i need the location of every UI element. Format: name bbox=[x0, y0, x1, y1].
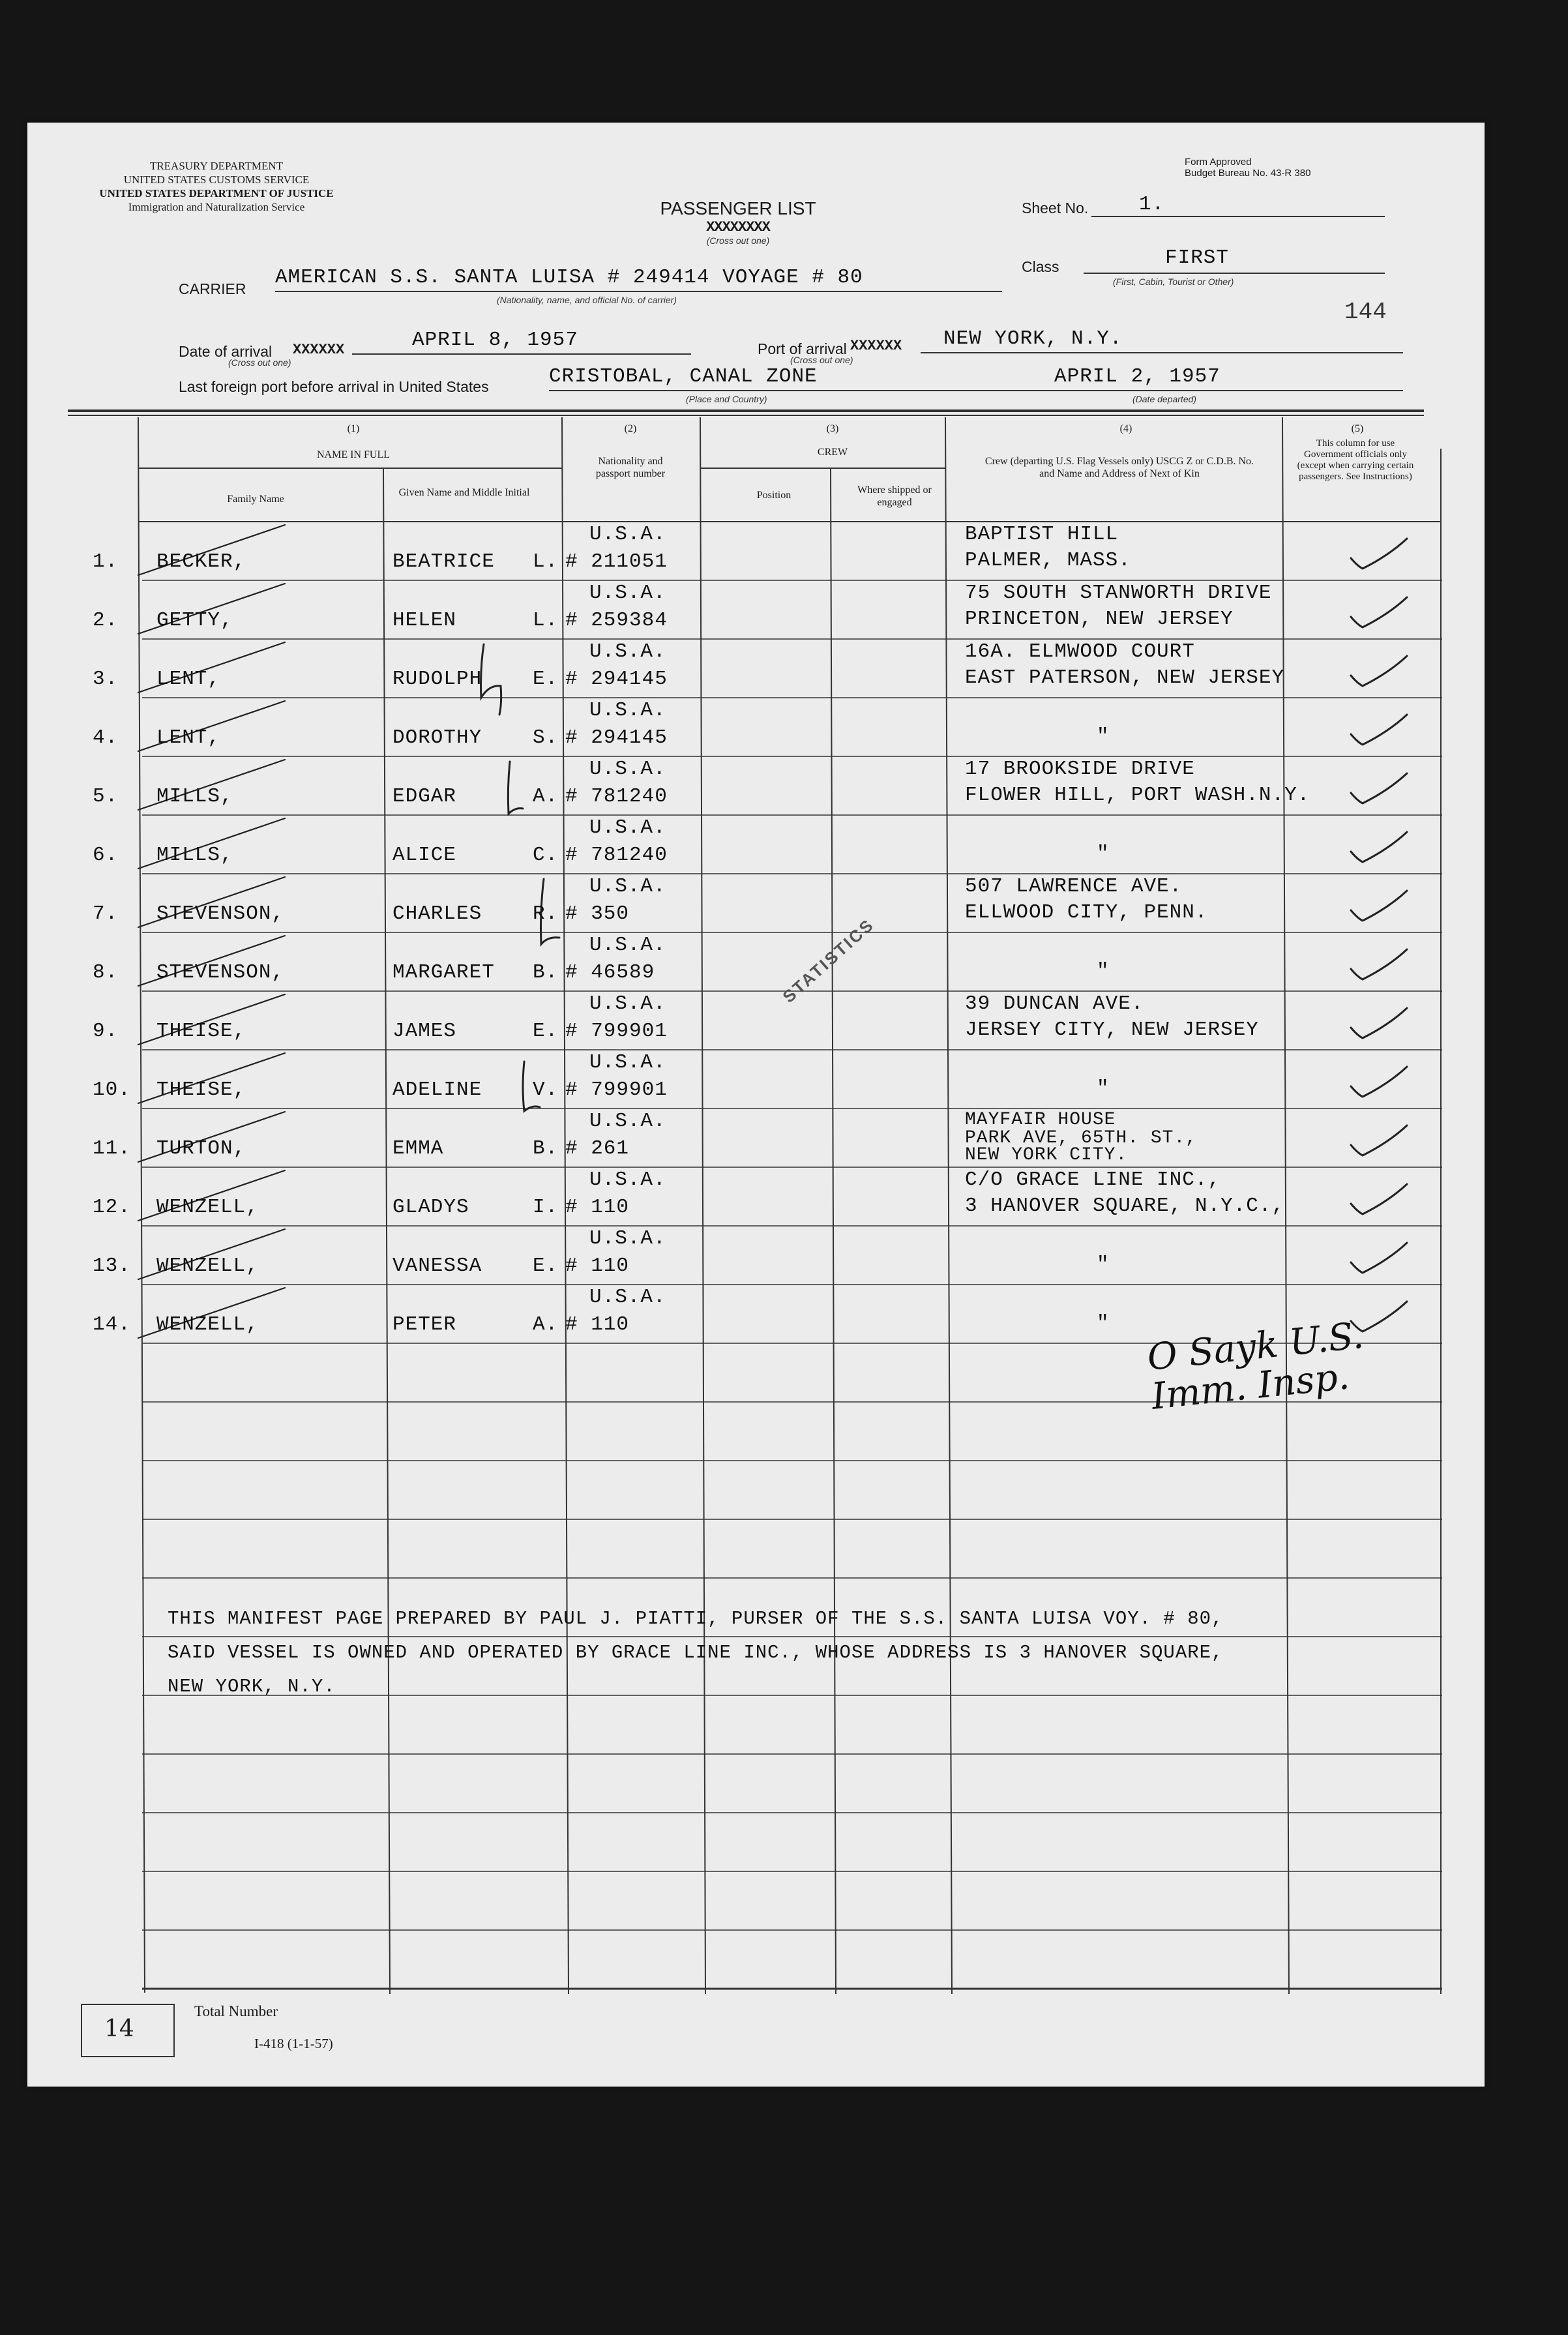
last-port-note: (Place and Country) bbox=[686, 394, 767, 404]
row-number: 3. bbox=[93, 668, 119, 691]
arrival-date-value: APRIL 8, 1957 bbox=[412, 329, 578, 351]
agency-line-2: UNITED STATES CUSTOMS SERVICE bbox=[123, 173, 310, 186]
middle-initial: S. bbox=[533, 726, 559, 749]
middle-initial: B. bbox=[533, 1137, 559, 1160]
middle-initial: E. bbox=[533, 668, 559, 691]
form-title-struck: XXXXXXXX bbox=[706, 219, 770, 235]
last-port-value: CRISTOBAL, CANAL ZONE bbox=[549, 365, 818, 388]
family-name: WENZELL, bbox=[156, 1255, 259, 1277]
arrival-date-note: (Cross out one) bbox=[228, 357, 291, 368]
address-line-2: JERSEY CITY, NEW JERSEY bbox=[965, 1019, 1259, 1041]
family-name: THEISE, bbox=[156, 1078, 246, 1101]
given-name: RUDOLPH bbox=[392, 668, 482, 691]
form-title-note: (Cross out one) bbox=[706, 235, 770, 246]
col-border-crew bbox=[700, 417, 705, 1994]
class-label: Class bbox=[1022, 258, 1059, 275]
carrier-label: CARRIER bbox=[179, 280, 246, 297]
budget-line-2: Budget Bureau No. 43-R 380 bbox=[1185, 168, 1311, 179]
nationality: U.S.A. bbox=[589, 1286, 666, 1309]
nationality: U.S.A. bbox=[589, 875, 666, 898]
address-line-2: PALMER, MASS. bbox=[965, 549, 1131, 572]
given-name: EMMA bbox=[392, 1137, 444, 1160]
agency-line-1: TREASURY DEPARTMENT bbox=[149, 160, 284, 172]
given-name: DOROTHY bbox=[392, 726, 482, 749]
arrival-port-struck: XXXXXX bbox=[850, 338, 902, 354]
arrival-port-label: Port of arrival bbox=[758, 340, 847, 357]
col4-number: (4) bbox=[1119, 423, 1132, 434]
address-line-2: 3 HANOVER SQUARE, N.Y.C., bbox=[965, 1195, 1285, 1217]
officials-header: This column for use Government officials only (except when carrying certain passengers. See Instructions) bbox=[1297, 438, 1414, 482]
passport-number: # 110 bbox=[565, 1255, 630, 1277]
family-name-header: Family Name bbox=[227, 494, 284, 505]
check-mark-icon bbox=[1351, 715, 1407, 745]
form-number: I-418 (1-1-57) bbox=[254, 2036, 333, 2051]
nationality: U.S.A. bbox=[589, 992, 666, 1015]
passport-number: # 781240 bbox=[565, 844, 668, 867]
agency-line-3: UNITED STATES DEPARTMENT OF JUSTICE bbox=[99, 187, 334, 200]
last-port-date: APRIL 2, 1957 bbox=[1054, 365, 1220, 388]
middle-initial: L. bbox=[533, 550, 559, 573]
given-name: PETER bbox=[392, 1313, 457, 1336]
row-number: 2. bbox=[93, 609, 119, 632]
row-number: 14. bbox=[93, 1313, 131, 1336]
middle-initial: L. bbox=[533, 609, 559, 632]
check-mark-icon bbox=[1351, 1243, 1407, 1273]
manifest-note-line-3: NEW YORK, N.Y. bbox=[168, 1676, 336, 1697]
passport-number: # 294145 bbox=[565, 726, 668, 749]
total-box bbox=[81, 2004, 175, 2057]
carrier-note: (Nationality, name, and official No. of carrier) bbox=[497, 295, 677, 305]
manifest-page bbox=[27, 123, 1485, 2087]
row-number: 9. bbox=[93, 1020, 119, 1043]
address-line-2: PARK AVE, 65TH. ST., bbox=[965, 1128, 1198, 1148]
passport-number: # 261 bbox=[565, 1137, 630, 1160]
nationality: U.S.A. bbox=[589, 640, 666, 663]
middle-initial: E. bbox=[533, 1020, 559, 1043]
address-line-2: EAST PATERSON, NEW JERSEY bbox=[965, 666, 1285, 689]
given-name: CHARLES bbox=[392, 902, 482, 925]
check-mark-icon bbox=[1351, 1008, 1407, 1038]
last-port-label: Last foreign port before arrival in United States bbox=[179, 378, 489, 395]
middle-initial: A. bbox=[533, 1313, 559, 1336]
col2-number: (2) bbox=[624, 423, 637, 434]
given-name: ALICE bbox=[392, 844, 457, 867]
family-name: MILLS, bbox=[156, 844, 233, 867]
middle-initial: V. bbox=[533, 1078, 559, 1101]
sheet-value: 1. bbox=[1139, 193, 1165, 216]
row-number: 7. bbox=[93, 902, 119, 925]
address-line-1: 17 BROOKSIDE DRIVE bbox=[965, 758, 1195, 781]
address-line-3: NEW YORK CITY. bbox=[965, 1145, 1128, 1165]
address-line-1: 507 LAWRENCE AVE. bbox=[965, 875, 1183, 898]
statistics-stamp: STATISTICS bbox=[778, 914, 878, 1007]
family-name: WENZELL, bbox=[156, 1196, 259, 1219]
arrival-date-label: Date of arrival bbox=[179, 343, 273, 360]
col3-number: (3) bbox=[826, 423, 839, 434]
col-border-position bbox=[831, 468, 836, 1994]
passport-number: # 211051 bbox=[565, 550, 668, 573]
class-value: FIRST bbox=[1165, 246, 1230, 269]
sheet-label: Sheet No. bbox=[1022, 200, 1089, 216]
middle-initial: R. bbox=[533, 902, 559, 925]
middle-initial: C. bbox=[533, 844, 559, 867]
row-number: 11. bbox=[93, 1137, 131, 1160]
handwritten-mark-icon bbox=[508, 762, 523, 814]
col-border-address bbox=[945, 417, 952, 1994]
given-name: BEATRICE bbox=[392, 550, 495, 573]
passport-number: # 110 bbox=[565, 1196, 630, 1219]
row-number: 4. bbox=[93, 726, 119, 749]
passport-number: # 294145 bbox=[565, 668, 668, 691]
address-line-1: 39 DUNCAN AVE. bbox=[965, 992, 1144, 1015]
given-name: ADELINE bbox=[392, 1078, 482, 1101]
given-name: HELEN bbox=[392, 609, 457, 632]
manifest-note-line-2: SAID VESSEL IS OWNED AND OPERATED BY GRACE LINE INC., WHOSE ADDRESS IS 3 HANOVER SQUARE, bbox=[168, 1642, 1224, 1663]
nationality: U.S.A. bbox=[589, 699, 666, 722]
last-port-date-note: (Date departed) bbox=[1132, 394, 1197, 404]
inspector-signature: O Sayk U.S. Imm. Insp. bbox=[1145, 1314, 1366, 1418]
handwritten-mark-icon bbox=[481, 644, 501, 715]
given-name: EDGAR bbox=[392, 785, 457, 808]
col5-number: (5) bbox=[1351, 423, 1364, 434]
check-mark-icon bbox=[1351, 1125, 1407, 1155]
middle-initial: E. bbox=[533, 1255, 559, 1277]
passport-number: # 799901 bbox=[565, 1078, 668, 1101]
row-number: 5. bbox=[93, 785, 119, 808]
nationality: U.S.A. bbox=[589, 1110, 666, 1133]
address-line-1: MAYFAIR HOUSE bbox=[965, 1110, 1116, 1130]
agency-line-4: Immigration and Naturalization Service bbox=[128, 201, 305, 213]
budget-line-1: Form Approved bbox=[1185, 156, 1252, 168]
address-line-2: " bbox=[1097, 725, 1110, 748]
middle-initial: A. bbox=[533, 785, 559, 808]
carrier-value: AMERICAN S.S. SANTA LUISA # 249414 VOYAGE # 80 bbox=[275, 266, 863, 289]
arrival-port-note: (Cross out one) bbox=[790, 355, 853, 365]
address-line-2: " bbox=[1097, 1253, 1110, 1276]
check-mark-icon bbox=[1351, 949, 1407, 979]
family-name: STEVENSON, bbox=[156, 961, 285, 984]
family-name: LENT, bbox=[156, 726, 221, 749]
address-line-1: 75 SOUTH STANWORTH DRIVE bbox=[965, 582, 1272, 604]
nationality: U.S.A. bbox=[589, 758, 666, 781]
given-name: JAMES bbox=[392, 1020, 457, 1043]
check-mark-icon bbox=[1351, 773, 1407, 803]
given-name: GLADYS bbox=[392, 1196, 469, 1219]
family-name: STEVENSON, bbox=[156, 902, 285, 925]
address-line-2: " bbox=[1097, 1312, 1110, 1335]
given-name: MARGARET bbox=[392, 961, 495, 984]
passport-number: # 110 bbox=[565, 1313, 630, 1336]
total-label: Total Number bbox=[194, 2003, 278, 2019]
address-line-1: C/O GRACE LINE INC., bbox=[965, 1168, 1221, 1191]
row-number: 1. bbox=[93, 550, 119, 573]
middle-initial: B. bbox=[533, 961, 559, 984]
family-name: GETTY, bbox=[156, 609, 233, 632]
crew-header: CREW bbox=[817, 447, 848, 458]
col-border-given bbox=[383, 468, 390, 1994]
position-header: Position bbox=[756, 490, 791, 501]
family-name: LENT, bbox=[156, 668, 221, 691]
middle-initial: I. bbox=[533, 1196, 559, 1219]
nationality: U.S.A. bbox=[589, 816, 666, 839]
nationality-header: Nationality and passport number bbox=[595, 456, 666, 479]
passport-number: # 46589 bbox=[565, 961, 655, 984]
row-number: 13. bbox=[93, 1255, 131, 1277]
col1-number: (1) bbox=[347, 423, 360, 434]
address-line-2: " bbox=[1097, 1077, 1110, 1100]
address-line-2: " bbox=[1097, 842, 1110, 865]
check-mark-icon bbox=[1351, 891, 1407, 921]
class-note: (First, Cabin, Tourist or Other) bbox=[1113, 276, 1234, 287]
address-line-1: BAPTIST HILL bbox=[965, 523, 1119, 546]
passport-number: # 259384 bbox=[565, 609, 668, 632]
where-shipped-header: Where shipped or engaged bbox=[857, 484, 932, 508]
check-mark-icon bbox=[1351, 539, 1407, 569]
passport-number: # 781240 bbox=[565, 785, 668, 808]
name-in-full-header: NAME IN FULL bbox=[317, 449, 390, 460]
given-name-header: Given Name and Middle Initial bbox=[398, 487, 530, 498]
family-name: WENZELL, bbox=[156, 1313, 259, 1336]
address-line-2: FLOWER HILL, PORT WASH.N.Y. bbox=[965, 784, 1310, 807]
nationality: U.S.A. bbox=[589, 523, 666, 546]
page-stamp: 144 bbox=[1344, 299, 1387, 325]
check-mark-icon bbox=[1351, 597, 1407, 627]
check-mark-icon bbox=[1351, 656, 1407, 686]
arrival-port-value: NEW YORK, N.Y. bbox=[943, 327, 1123, 350]
nationality: U.S.A. bbox=[589, 582, 666, 604]
row-number: 10. bbox=[93, 1078, 131, 1101]
row-number: 8. bbox=[93, 961, 119, 984]
nationality: U.S.A. bbox=[589, 1227, 666, 1250]
given-name: VANESSA bbox=[392, 1255, 482, 1277]
arrival-date-struck: XXXXXX bbox=[293, 342, 345, 358]
col-border-left bbox=[138, 417, 145, 1993]
table-grid bbox=[27, 123, 1485, 2087]
address-line-2: ELLWOOD CITY, PENN. bbox=[965, 901, 1208, 924]
nationality: U.S.A. bbox=[589, 1168, 666, 1191]
check-mark-icon bbox=[1351, 832, 1407, 862]
form-title: PASSENGER LIST bbox=[660, 198, 816, 218]
family-name: BECKER, bbox=[156, 550, 246, 573]
address-line-2: " bbox=[1097, 960, 1110, 983]
nationality: U.S.A. bbox=[589, 934, 666, 957]
family-name: TURTON, bbox=[156, 1137, 246, 1160]
family-name: MILLS, bbox=[156, 785, 233, 808]
crew-address-header: Crew (departing U.S. Flag Vessels only) USCG Z or C.D.B. No. and Name and Address of Next of Kin bbox=[984, 456, 1254, 479]
passport-number: # 350 bbox=[565, 902, 630, 925]
manifest-note-line-1: THIS MANIFEST PAGE PREPARED BY PAUL J. PIATTI, PURSER OF THE S.S. SANTA LUISA VOY. # 80, bbox=[168, 1608, 1224, 1629]
address-line-1: 16A. ELMWOOD COURT bbox=[965, 640, 1195, 663]
check-mark-icon bbox=[1351, 1067, 1407, 1097]
family-name: THEISE, bbox=[156, 1020, 246, 1043]
row-number: 12. bbox=[93, 1196, 131, 1219]
nationality: U.S.A. bbox=[589, 1051, 666, 1074]
row-number: 6. bbox=[93, 844, 119, 867]
passport-number: # 799901 bbox=[565, 1020, 668, 1043]
check-mark-icon bbox=[1351, 1184, 1407, 1214]
address-line-2: PRINCETON, NEW JERSEY bbox=[965, 608, 1234, 631]
total-value: 14 bbox=[104, 2015, 134, 2042]
